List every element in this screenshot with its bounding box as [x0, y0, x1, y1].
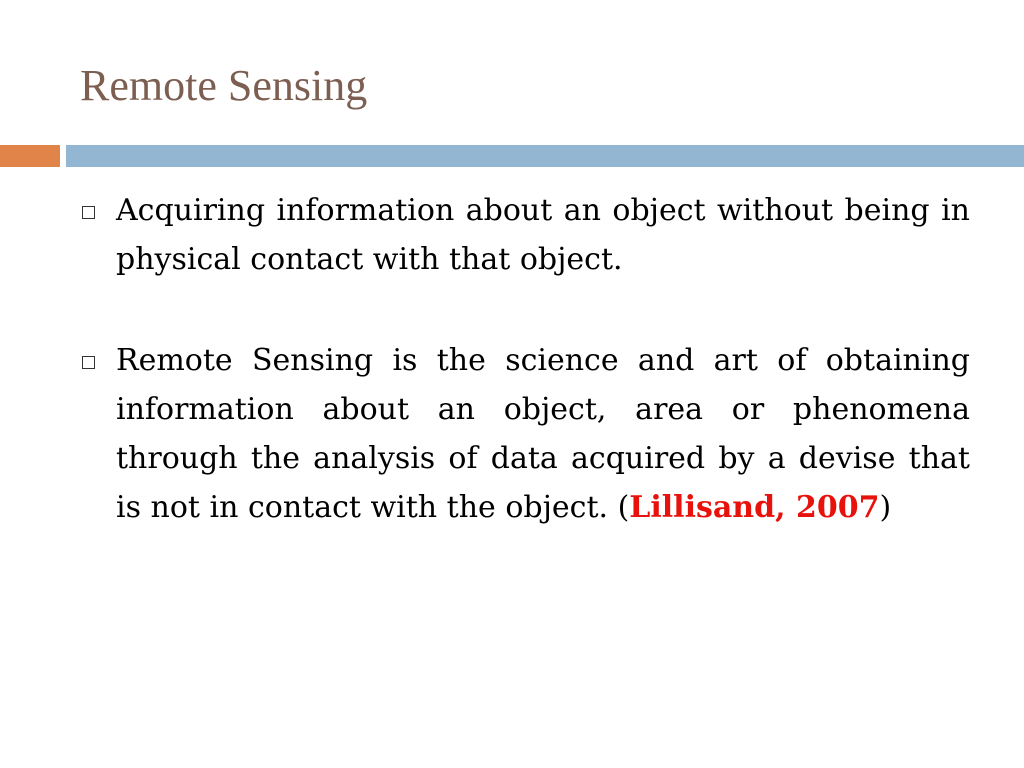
accent-bar-orange [0, 145, 60, 167]
bullet-item [80, 336, 970, 532]
bullet-text: Remote Sensing is the science and art of obtaining information about an object, area or phenomena through the analysis of data acquired by a devise that is not in contact with the object. ( [116, 343, 970, 525]
bullet-text: Acquiring information about an object without being in physical contact with that object. [116, 193, 970, 277]
accent-bar-blue [66, 145, 1024, 167]
bullet-text-end: ) [879, 490, 892, 525]
square-bullet-icon [82, 206, 95, 219]
slide-title: Remote Sensing [80, 61, 368, 110]
bullet-item [80, 186, 970, 284]
slide-content [80, 186, 970, 532]
citation: Lillisand, 2007 [629, 490, 880, 525]
square-bullet-icon [82, 356, 95, 369]
